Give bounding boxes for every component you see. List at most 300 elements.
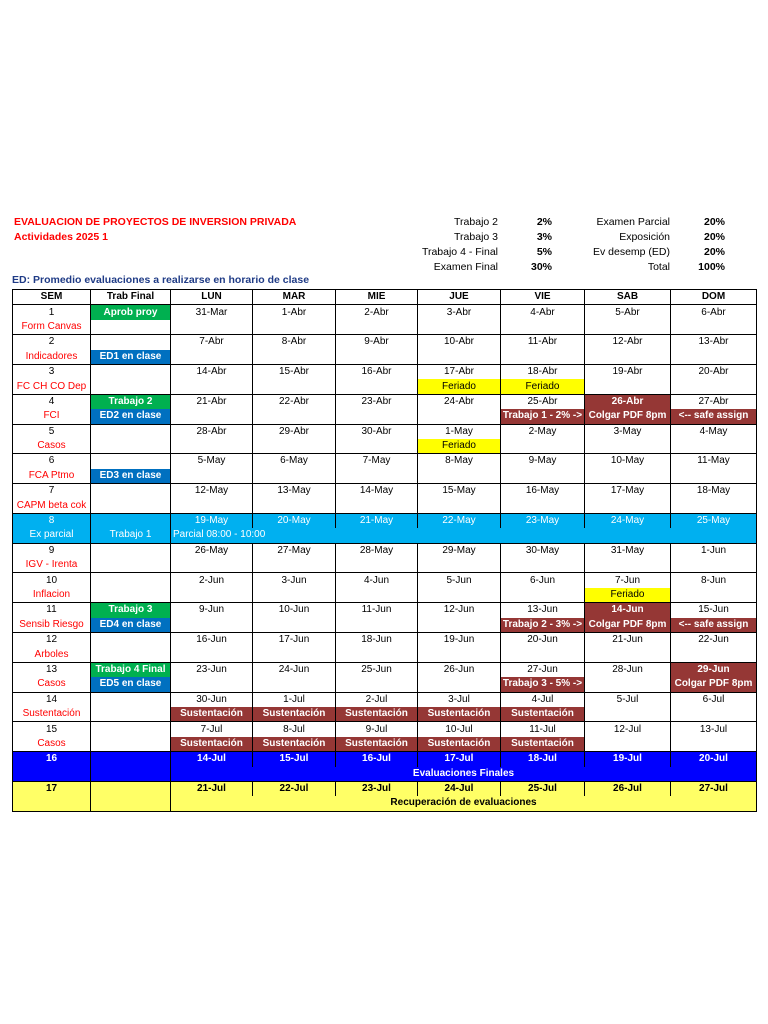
note-cell <box>253 618 336 633</box>
date-cell: 18-Abr <box>501 364 585 379</box>
date-cell: 22-Jul <box>253 781 336 796</box>
note-cell: Feriado <box>501 379 585 394</box>
date-cell: 13-Jun <box>501 603 585 618</box>
date-cell: 25-May <box>671 513 757 528</box>
date-cell: 25-Jun <box>336 662 418 677</box>
week-row-top <box>13 394 757 409</box>
weight-value: 100% <box>698 261 725 273</box>
date-cell: 7-Abr <box>171 335 253 350</box>
note-cell <box>671 498 757 513</box>
trab-final-top <box>91 484 171 499</box>
week-topic: Sustentación <box>13 707 91 722</box>
weight-label: Trabajo 4 - Final <box>421 246 498 258</box>
note-cell <box>585 320 671 335</box>
note-cell: Sustentación <box>171 737 253 752</box>
note-cell <box>671 350 757 365</box>
note-cell <box>585 498 671 513</box>
column-header: LUN <box>171 290 253 305</box>
week-number: 10 <box>13 573 91 588</box>
date-cell: 22-May <box>418 513 501 528</box>
date-cell: 20-Jul <box>671 752 757 767</box>
column-header: Trab Final <box>91 290 171 305</box>
week-row-top <box>13 513 757 528</box>
week-topic: Ex parcial <box>13 528 91 543</box>
note-span: Recuperación de evaluaciones <box>171 796 757 811</box>
column-header: VIE <box>501 290 585 305</box>
date-cell: 12-Jun <box>418 603 501 618</box>
date-cell: 18-Jul <box>501 752 585 767</box>
note-cell <box>336 618 418 633</box>
date-cell: 14-Jun <box>585 603 671 618</box>
weight-row <box>400 230 740 245</box>
note-cell <box>501 439 585 454</box>
trab-final-bottom: ED5 en clase <box>91 677 171 692</box>
date-cell: 9-Abr <box>336 335 418 350</box>
note-cell <box>585 737 671 752</box>
column-header: SEM <box>13 290 91 305</box>
date-cell: 16-Jul <box>336 752 418 767</box>
date-cell: 2-Jun <box>171 573 253 588</box>
note-cell <box>671 379 757 394</box>
week-row-bottom <box>13 588 757 603</box>
date-cell: 27-Abr <box>671 394 757 409</box>
note-cell <box>171 677 253 692</box>
trab-final-bottom <box>91 647 171 662</box>
week-topic: Arboles <box>13 647 91 662</box>
trab-final-top: Trabajo 4 Final <box>91 662 171 677</box>
week-row-bottom <box>13 409 757 424</box>
date-cell: 6-May <box>253 454 336 469</box>
date-cell: 13-May <box>253 484 336 499</box>
week-row-top <box>13 454 757 469</box>
date-cell: 24-Abr <box>418 394 501 409</box>
weight-row <box>400 260 740 275</box>
week-row-top <box>13 573 757 588</box>
note-cell: Sustentación <box>418 707 501 722</box>
week-row-bottom <box>13 618 757 633</box>
date-cell: 8-Abr <box>253 335 336 350</box>
date-cell: 1-May <box>418 424 501 439</box>
date-cell: 16-May <box>501 484 585 499</box>
weight-label: Exposición <box>619 231 670 243</box>
note-cell <box>336 439 418 454</box>
week-row-top <box>13 484 757 499</box>
note-cell: Trabajo 3 - 5% -> <box>501 677 585 692</box>
note-cell: <-- safe assign <box>671 618 757 633</box>
date-cell: 11-Jun <box>336 603 418 618</box>
note-cell <box>253 647 336 662</box>
date-cell: 8-Jun <box>671 573 757 588</box>
weight-value: 5% <box>536 246 552 258</box>
date-cell: 2-May <box>501 424 585 439</box>
week-topic: Casos <box>13 677 91 692</box>
week-number: 3 <box>13 364 91 379</box>
date-cell: 19-Jul <box>585 752 671 767</box>
trab-final-bottom: ED1 en clase <box>91 350 171 365</box>
date-cell: 6-Abr <box>671 305 757 320</box>
date-cell: 16-Abr <box>336 364 418 379</box>
date-cell: 26-Jul <box>585 781 671 796</box>
week-row-top <box>13 305 757 320</box>
date-cell: 11-May <box>671 454 757 469</box>
week-row-bottom <box>13 498 757 513</box>
date-cell: 26-May <box>171 543 253 558</box>
date-cell: 17-Abr <box>418 364 501 379</box>
date-cell: 23-Jul <box>336 781 418 796</box>
schedule-table <box>12 289 757 812</box>
column-header: JUE <box>418 290 501 305</box>
note-cell <box>585 350 671 365</box>
week-topic: Casos <box>13 439 91 454</box>
date-cell: 2-Abr <box>336 305 418 320</box>
note-cell <box>171 350 253 365</box>
week-row-bottom <box>13 558 757 573</box>
note-cell <box>336 320 418 335</box>
week-row-bottom <box>13 439 757 454</box>
date-cell: 19-Jun <box>418 632 501 647</box>
date-cell: 29-Jun <box>671 662 757 677</box>
week-row-bottom <box>13 707 757 722</box>
date-cell: 3-Jul <box>418 692 501 707</box>
trab-final-top: Trabajo 3 <box>91 603 171 618</box>
date-cell: 10-May <box>585 454 671 469</box>
note-cell <box>418 469 501 484</box>
date-cell: 4-Jun <box>336 573 418 588</box>
date-cell: 30-Jun <box>171 692 253 707</box>
date-cell: 30-May <box>501 543 585 558</box>
trab-final-top <box>91 632 171 647</box>
date-cell: 30-Abr <box>336 424 418 439</box>
trab-final-top: Trabajo 2 <box>91 394 171 409</box>
trab-final-bottom: ED4 en clase <box>91 618 171 633</box>
week-row-top <box>13 752 757 767</box>
trab-final-top <box>91 364 171 379</box>
note-cell <box>671 647 757 662</box>
note-cell <box>171 498 253 513</box>
note-cell <box>418 350 501 365</box>
week-number: 5 <box>13 424 91 439</box>
date-cell: 21-Jun <box>585 632 671 647</box>
date-cell: 25-Jul <box>501 781 585 796</box>
date-cell: 28-May <box>336 543 418 558</box>
note-cell <box>336 350 418 365</box>
note-cell <box>418 647 501 662</box>
week-number: 17 <box>13 781 91 796</box>
date-cell: 12-Abr <box>585 335 671 350</box>
date-cell: 25-Abr <box>501 394 585 409</box>
trab-final-top <box>91 454 171 469</box>
note-cell: Sustentación <box>501 707 585 722</box>
date-cell: 12-May <box>171 484 253 499</box>
week-topic: Indicadores <box>13 350 91 365</box>
trab-final-bottom <box>91 439 171 454</box>
trab-final-top <box>91 692 171 707</box>
date-cell: 18-May <box>671 484 757 499</box>
date-cell: 5-Abr <box>585 305 671 320</box>
date-cell: 8-Jul <box>253 722 336 737</box>
week-row-top <box>13 335 757 350</box>
week-number: 6 <box>13 454 91 469</box>
trab-final-top <box>91 781 171 796</box>
date-cell: 19-May <box>171 513 253 528</box>
date-cell: 18-Jun <box>336 632 418 647</box>
note-cell <box>501 469 585 484</box>
note-cell <box>671 737 757 752</box>
week-number: 4 <box>13 394 91 409</box>
note-cell <box>336 588 418 603</box>
note-cell: Sustentación <box>336 737 418 752</box>
week-number: 2 <box>13 335 91 350</box>
weight-label: Trabajo 3 <box>454 231 498 243</box>
note-cell <box>418 618 501 633</box>
note-cell <box>418 320 501 335</box>
weight-label: Trabajo 2 <box>454 216 498 228</box>
date-cell: 11-Jul <box>501 722 585 737</box>
date-cell: 27-Jun <box>501 662 585 677</box>
week-row-bottom <box>13 379 757 394</box>
header-row <box>13 290 757 305</box>
week-row-bottom <box>13 767 757 782</box>
date-cell: 20-Abr <box>671 364 757 379</box>
date-cell: 20-May <box>253 513 336 528</box>
note-cell <box>585 379 671 394</box>
note-cell <box>585 707 671 722</box>
trab-final-bottom: ED2 en clase <box>91 409 171 424</box>
week-row-bottom <box>13 528 757 543</box>
note-cell: Sustentación <box>336 707 418 722</box>
grading-weights <box>400 215 740 275</box>
date-cell: 27-Jul <box>671 781 757 796</box>
note-cell: Feriado <box>585 588 671 603</box>
date-cell: 10-Abr <box>418 335 501 350</box>
week-row-top <box>13 662 757 677</box>
note-cell <box>671 707 757 722</box>
note-cell <box>171 320 253 335</box>
date-cell: 14-May <box>336 484 418 499</box>
date-cell: 11-Abr <box>501 335 585 350</box>
column-header: MIE <box>336 290 418 305</box>
note-cell <box>585 647 671 662</box>
note-cell: Colgar PDF 8pm <box>671 677 757 692</box>
note-cell: Colgar PDF 8pm <box>585 618 671 633</box>
note-cell <box>171 618 253 633</box>
date-cell: 3-Abr <box>418 305 501 320</box>
week-topic: Casos <box>13 737 91 752</box>
note-cell <box>336 469 418 484</box>
trab-final-bottom <box>91 320 171 335</box>
week-row-top <box>13 692 757 707</box>
date-cell: 5-Jun <box>418 573 501 588</box>
note-cell <box>336 558 418 573</box>
trab-final-top <box>91 335 171 350</box>
note-cell <box>171 379 253 394</box>
note-cell <box>418 498 501 513</box>
weight-label: Examen Parcial <box>596 216 670 228</box>
title-block <box>14 215 296 245</box>
weight-label: Total <box>647 261 670 273</box>
note-cell: Sustentación <box>418 737 501 752</box>
trab-final-bottom <box>91 558 171 573</box>
weight-label: Examen Final <box>433 261 498 273</box>
week-row-top <box>13 364 757 379</box>
date-cell: 19-Abr <box>585 364 671 379</box>
note-cell <box>171 469 253 484</box>
date-cell: 17-May <box>585 484 671 499</box>
week-topic <box>13 796 91 811</box>
weight-value: 30% <box>530 261 552 273</box>
date-cell: 4-May <box>671 424 757 439</box>
note-cell <box>253 558 336 573</box>
date-cell: 17-Jun <box>253 632 336 647</box>
note-cell <box>336 498 418 513</box>
week-number: 9 <box>13 543 91 558</box>
page-subtitle: Actividades 2025 1 <box>14 231 108 243</box>
note-cell <box>336 677 418 692</box>
note-cell <box>585 469 671 484</box>
date-cell: 5-May <box>171 454 253 469</box>
date-cell: 1-Jul <box>253 692 336 707</box>
week-number: 8 <box>13 513 91 528</box>
date-cell: 22-Jun <box>671 632 757 647</box>
date-cell: 9-Jun <box>171 603 253 618</box>
weight-row <box>400 215 740 230</box>
date-cell: 6-Jun <box>501 573 585 588</box>
date-cell: 10-Jun <box>253 603 336 618</box>
week-row-bottom <box>13 677 757 692</box>
date-cell: 31-Mar <box>171 305 253 320</box>
week-row-top <box>13 543 757 558</box>
note-cell <box>253 379 336 394</box>
week-row-top <box>13 424 757 439</box>
note-cell <box>253 320 336 335</box>
note-cell <box>253 498 336 513</box>
note-cell: Feriado <box>418 439 501 454</box>
date-cell: 7-Jul <box>171 722 253 737</box>
date-cell: 21-May <box>336 513 418 528</box>
note-cell <box>171 558 253 573</box>
week-topic <box>13 767 91 782</box>
note-cell <box>253 350 336 365</box>
date-cell: 1-Jun <box>671 543 757 558</box>
week-topic: FCA Ptmo <box>13 469 91 484</box>
note-cell <box>418 588 501 603</box>
trab-final-bottom <box>91 498 171 513</box>
week-row-bottom <box>13 320 757 335</box>
date-cell: 24-Jul <box>418 781 501 796</box>
date-cell: 7-Jun <box>585 573 671 588</box>
trab-final-bottom <box>91 707 171 722</box>
date-cell: 14-Jul <box>171 752 253 767</box>
note-cell <box>336 379 418 394</box>
note-cell <box>501 350 585 365</box>
note-span: Parcial 08:00 - 10:00 <box>171 528 757 543</box>
weight-value: 3% <box>536 231 552 243</box>
note-cell <box>336 647 418 662</box>
note-cell: Colgar PDF 8pm <box>585 409 671 424</box>
note-cell: Sustentación <box>501 737 585 752</box>
date-cell: 26-Abr <box>585 394 671 409</box>
note-cell <box>671 439 757 454</box>
trab-final-bottom <box>91 737 171 752</box>
week-row-bottom <box>13 350 757 365</box>
note-cell <box>171 409 253 424</box>
date-cell: 26-Jun <box>418 662 501 677</box>
date-cell: 29-Abr <box>253 424 336 439</box>
date-cell: 2-Jul <box>336 692 418 707</box>
note-cell: Trabajo 1 - 2% -> <box>501 409 585 424</box>
column-header: SAB <box>585 290 671 305</box>
week-number: 1 <box>13 305 91 320</box>
week-number: 7 <box>13 484 91 499</box>
trab-final-bottom: Trabajo 1 <box>91 528 171 543</box>
column-header: DOM <box>671 290 757 305</box>
note-cell: Feriado <box>418 379 501 394</box>
week-row-top <box>13 632 757 647</box>
date-cell: 10-Jul <box>418 722 501 737</box>
trab-final-bottom <box>91 588 171 603</box>
ed-note: ED: Promedio evaluaciones a realizarse en horario de clase <box>12 274 310 286</box>
note-cell <box>585 558 671 573</box>
date-cell: 28-Abr <box>171 424 253 439</box>
date-cell: 23-Jun <box>171 662 253 677</box>
week-row-top <box>13 603 757 618</box>
date-cell: 8-May <box>418 454 501 469</box>
date-cell: 3-Jun <box>253 573 336 588</box>
note-cell <box>585 677 671 692</box>
date-cell: 9-May <box>501 454 585 469</box>
date-cell: 27-May <box>253 543 336 558</box>
trab-final-top <box>91 722 171 737</box>
note-cell: Sustentación <box>253 737 336 752</box>
trab-final-top <box>91 543 171 558</box>
note-cell <box>418 677 501 692</box>
week-topic: Inflacion <box>13 588 91 603</box>
page-title: EVALUACION DE PROYECTOS DE INVERSION PRIVADA <box>14 216 297 228</box>
date-cell: 7-May <box>336 454 418 469</box>
note-cell <box>501 320 585 335</box>
week-topic: FC CH CO Dep <box>13 379 91 394</box>
date-cell: 13-Jul <box>671 722 757 737</box>
date-cell: 4-Abr <box>501 305 585 320</box>
weight-value: 20% <box>703 231 725 243</box>
trab-final-bottom <box>91 796 171 811</box>
note-cell <box>171 647 253 662</box>
week-number: 16 <box>13 752 91 767</box>
note-cell <box>671 588 757 603</box>
column-header: MAR <box>253 290 336 305</box>
date-cell: 15-Jul <box>253 752 336 767</box>
date-cell: 21-Abr <box>171 394 253 409</box>
date-cell: 24-Jun <box>253 662 336 677</box>
week-topic: FCI <box>13 409 91 424</box>
note-cell <box>253 409 336 424</box>
trab-final-top: Aprob proy <box>91 305 171 320</box>
date-cell: 23-May <box>501 513 585 528</box>
weight-label: Ev desemp (ED) <box>592 246 670 258</box>
weight-value: 20% <box>703 246 725 258</box>
trab-final-bottom <box>91 379 171 394</box>
note-cell: <-- safe assign <box>671 409 757 424</box>
note-cell <box>253 469 336 484</box>
date-cell: 9-Jul <box>336 722 418 737</box>
date-cell: 3-May <box>585 424 671 439</box>
week-row-bottom <box>13 737 757 752</box>
week-row-top <box>13 722 757 737</box>
week-topic: Form Canvas <box>13 320 91 335</box>
note-cell <box>336 409 418 424</box>
note-cell <box>171 439 253 454</box>
week-number: 15 <box>13 722 91 737</box>
